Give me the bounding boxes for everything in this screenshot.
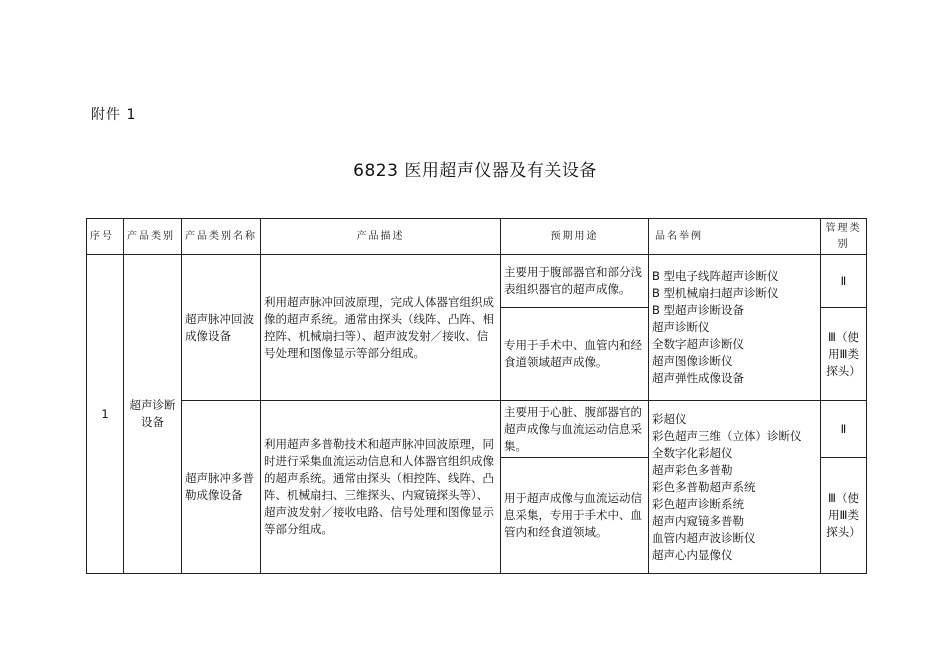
table-row bbox=[87, 255, 867, 308]
example-item: B 型超声诊断设备 bbox=[652, 303, 745, 317]
row1-description: 利用超声脉冲回波原理，完成人体器官组织成像的超声系统。通常由探头（线阵、凸阵、相控阵、机械扇扫等）、超声波发射／接收、信号处理和图像显示等部分组成。 bbox=[261, 255, 501, 401]
row1-subcategory: 超声脉冲回波成像设备 bbox=[182, 255, 261, 401]
example-item: 超声彩色多普勒 bbox=[652, 462, 733, 477]
table-row bbox=[87, 401, 867, 458]
example-item: 全数字超声诊断仪 bbox=[652, 337, 744, 351]
row2-use-1: 主要用于心脏、腹部器官的超声成像与血流运动信息采集。 bbox=[501, 401, 649, 458]
example-item: 超声图像诊断仪 bbox=[652, 354, 733, 368]
group-seq: 1 bbox=[87, 255, 124, 574]
col-header-examples: 品名举例 bbox=[649, 219, 821, 255]
row1-use-2: 专用于手术中、血管内和经食道领域超声成像。 bbox=[501, 308, 649, 401]
example-item: 超声弹性成像设备 bbox=[652, 371, 744, 385]
row2-examples bbox=[649, 401, 821, 574]
row2-use-2: 用于超声成像与血流运动信息采集，专用于手术中、血管内和经食道领域。 bbox=[501, 458, 649, 574]
col-header-description: 产品描述 bbox=[261, 219, 501, 255]
row2-class-2: Ⅲ（使用Ⅲ类探头） bbox=[821, 458, 867, 574]
row1-use-1: 主要用于腹部器官和部分浅表组织器官的超声成像。 bbox=[501, 255, 649, 308]
example-item: B 型机械扇扫超声诊断仪 bbox=[652, 286, 779, 300]
row2-subcategory: 超声脉冲多普勒成像设备 bbox=[182, 401, 261, 574]
col-header-subcategory: 产品类别名称 bbox=[182, 219, 261, 255]
attachment-label: 附件 1 bbox=[91, 107, 137, 123]
row1-class-2: Ⅲ（使用Ⅲ类探头） bbox=[821, 308, 867, 401]
catalog-table bbox=[86, 218, 867, 574]
table-header-row bbox=[87, 219, 867, 255]
example-item: 彩色超声三维（立体）诊断仪 bbox=[652, 428, 802, 443]
col-header-class: 管理类别 bbox=[821, 219, 867, 255]
example-item: 全数字化彩超仪 bbox=[652, 445, 733, 460]
row2-class-1: Ⅱ bbox=[821, 401, 867, 458]
example-item: 超声诊断仪 bbox=[652, 320, 710, 334]
col-header-category: 产品类别 bbox=[124, 219, 182, 255]
example-item: B 型电子线阵超声诊断仪 bbox=[652, 269, 779, 283]
row1-class-1: Ⅱ bbox=[821, 255, 867, 308]
col-header-seq: 序号 bbox=[87, 219, 124, 255]
example-item: 彩超仪 bbox=[652, 411, 687, 426]
example-item: 超声心内显像仪 bbox=[652, 547, 733, 562]
example-item: 彩色多普勒超声系统 bbox=[652, 479, 756, 494]
row2-description: 利用超声多普勒技术和超声脉冲回波原理，同时进行采集血流运动信息和人体器官组织成像的超声系统。通常由探头（相控阵、线阵、凸阵、机械扇扫、三维探头、内窥镜探头等）、超声波发射／接收电路、信号处理和图像显示等部分组成。 bbox=[261, 401, 501, 574]
example-item: 彩色超声诊断系统 bbox=[652, 496, 744, 511]
example-item: 血管内超声波诊断仪 bbox=[652, 530, 756, 545]
page-title: 6823 医用超声仪器及有关设备 bbox=[353, 161, 597, 181]
group-category: 超声诊断设备 bbox=[124, 255, 182, 574]
example-item: 超声内窥镜多普勒 bbox=[652, 513, 744, 528]
col-header-intended-use: 预期用途 bbox=[501, 219, 649, 255]
row1-examples bbox=[649, 255, 821, 401]
